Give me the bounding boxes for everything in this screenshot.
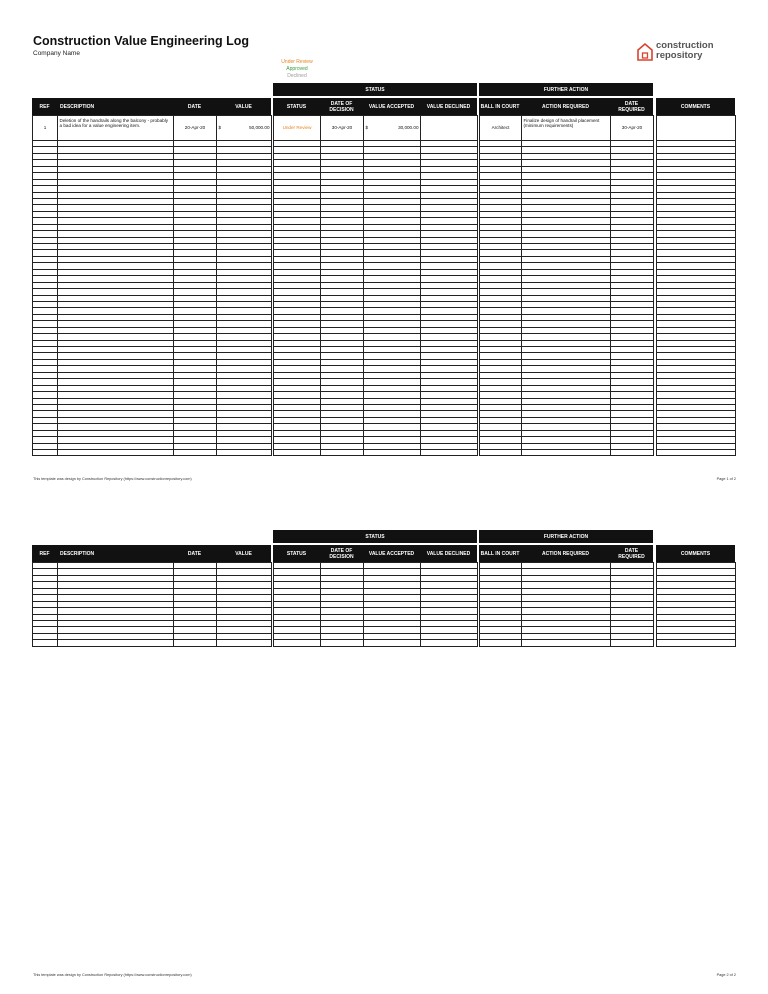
cell-comments[interactable] bbox=[657, 640, 736, 646]
cell-value-declined[interactable] bbox=[421, 450, 478, 456]
cell-date-of-decision[interactable] bbox=[321, 450, 364, 456]
table-row bbox=[32, 115, 272, 141]
col-value: VALUE bbox=[216, 98, 271, 115]
col-ref: REF bbox=[32, 98, 57, 115]
table-row bbox=[479, 640, 654, 646]
table-row bbox=[32, 450, 272, 456]
logo-line-2: repository bbox=[656, 50, 703, 61]
cell-value-accepted[interactable] bbox=[364, 450, 421, 456]
cell-description[interactable]: Deletion of the handrails along the balcony - probably a bad idea for a value engineering item. bbox=[58, 116, 174, 141]
legend-approved: Approved bbox=[286, 66, 308, 72]
cell-date[interactable] bbox=[174, 640, 217, 646]
table-row bbox=[273, 450, 478, 456]
col-date-of-decision: DATE OF DECISION bbox=[320, 98, 363, 115]
col-date-required: DATE REQUIRED bbox=[610, 98, 653, 115]
cell-date-required[interactable] bbox=[611, 450, 654, 456]
cell-value-accepted[interactable] bbox=[364, 116, 421, 141]
col-action-required: ACTION REQUIRED bbox=[521, 98, 610, 115]
table-row bbox=[273, 115, 478, 141]
footer-credit-2: This template was design by Construction Repository (https://www.constructionrepository.com) bbox=[33, 973, 192, 977]
col-status: STATUS bbox=[273, 98, 320, 115]
status-group-header: STATUS bbox=[273, 83, 477, 96]
grid-comments bbox=[656, 115, 736, 456]
footer-credit-1: This template was design by Construction Repository (https://www.constructionrepository.com) bbox=[33, 477, 192, 481]
cell-date-required[interactable] bbox=[611, 640, 654, 646]
cell-status[interactable]: Under Review bbox=[274, 116, 321, 141]
logo-line-1: construction bbox=[656, 40, 714, 51]
cell-value-declined[interactable] bbox=[421, 640, 478, 646]
grid-status bbox=[273, 562, 478, 647]
further-action-group-header: FURTHER ACTION bbox=[479, 83, 653, 96]
col-value-declined: VALUE DECLINED bbox=[420, 545, 477, 562]
col-date-required: DATE REQUIRED bbox=[610, 545, 653, 562]
table-row bbox=[273, 562, 478, 569]
amount-value: 50,000.00 bbox=[249, 125, 270, 131]
house-logo-icon bbox=[636, 42, 654, 62]
grid-left bbox=[32, 562, 272, 647]
col-date: DATE bbox=[173, 98, 216, 115]
table-row bbox=[32, 640, 272, 646]
table-row bbox=[273, 640, 478, 646]
cell-comments[interactable] bbox=[657, 450, 736, 456]
cell-date[interactable]: 20-Apr-20 bbox=[174, 116, 217, 141]
cell-action-required[interactable] bbox=[522, 450, 611, 456]
col-value: VALUE bbox=[216, 545, 271, 562]
company-logo bbox=[636, 41, 726, 65]
table-row bbox=[32, 562, 272, 569]
cell-comments[interactable] bbox=[657, 116, 736, 141]
cell-value[interactable] bbox=[217, 450, 272, 456]
currency-symbol: $ bbox=[365, 125, 369, 131]
col-comments: COMMENTS bbox=[656, 98, 735, 115]
cell-status[interactable] bbox=[274, 640, 321, 646]
further-action-group-header: FURTHER ACTION bbox=[479, 530, 653, 543]
legend-declined: Declined bbox=[287, 73, 307, 79]
table-row bbox=[479, 450, 654, 456]
logo-text bbox=[656, 41, 714, 61]
col-action-required: ACTION REQUIRED bbox=[521, 545, 610, 562]
table-row bbox=[479, 562, 654, 569]
table-row bbox=[479, 115, 654, 141]
legend-under-review: Under Review bbox=[281, 59, 313, 65]
cell-date-of-decision[interactable]: 30-Apr-20 bbox=[321, 116, 364, 141]
cell-description[interactable] bbox=[58, 450, 174, 456]
grid-comments bbox=[656, 562, 736, 647]
cell-value[interactable] bbox=[217, 116, 272, 141]
company-name[interactable]: Company Name bbox=[33, 50, 80, 57]
col-description: DESCRIPTION bbox=[57, 545, 173, 562]
table-row bbox=[656, 450, 736, 456]
footer-page-1: Page 1 of 2 bbox=[716, 477, 736, 481]
cell-date[interactable] bbox=[174, 450, 217, 456]
cell-action-required[interactable]: Finalize design of handrail placement (minimum requirements) bbox=[522, 116, 611, 141]
table-row bbox=[656, 115, 736, 141]
cell-action-required[interactable] bbox=[522, 640, 611, 646]
document-title: Construction Value Engineering Log bbox=[33, 34, 249, 48]
cell-ball-in-court[interactable]: Architect bbox=[480, 116, 522, 141]
grid-further-action bbox=[479, 115, 654, 456]
col-value-accepted: VALUE ACCEPTED bbox=[363, 98, 420, 115]
col-value-accepted: VALUE ACCEPTED bbox=[363, 545, 420, 562]
cell-ball-in-court[interactable] bbox=[480, 640, 522, 646]
amount-value: 30,000.00 bbox=[398, 125, 419, 131]
cell-value-accepted[interactable] bbox=[364, 640, 421, 646]
grid-further-action bbox=[479, 562, 654, 647]
cell-value[interactable] bbox=[217, 640, 272, 646]
col-date-of-decision: DATE OF DECISION bbox=[320, 545, 363, 562]
col-description: DESCRIPTION bbox=[57, 98, 173, 115]
table-row bbox=[656, 562, 736, 569]
cell-ref[interactable] bbox=[33, 450, 58, 456]
cell-description[interactable] bbox=[58, 640, 174, 646]
grid-status bbox=[273, 115, 478, 456]
col-status: STATUS bbox=[273, 545, 320, 562]
cell-date-required[interactable]: 30-Apr-20 bbox=[611, 116, 654, 141]
cell-ref[interactable]: 1 bbox=[33, 116, 58, 141]
currency-symbol: $ bbox=[218, 125, 222, 131]
cell-ball-in-court[interactable] bbox=[480, 450, 522, 456]
col-ball-in-court: BALL IN COURT bbox=[479, 545, 521, 562]
col-ball-in-court: BALL IN COURT bbox=[479, 98, 521, 115]
cell-value-declined[interactable] bbox=[421, 116, 478, 141]
cell-ref[interactable] bbox=[33, 640, 58, 646]
col-ref: REF bbox=[32, 545, 57, 562]
col-date: DATE bbox=[173, 545, 216, 562]
status-legend bbox=[263, 59, 331, 80]
table-row bbox=[656, 640, 736, 646]
col-value-declined: VALUE DECLINED bbox=[420, 98, 477, 115]
footer-page-2: Page 2 of 2 bbox=[716, 973, 736, 977]
grid-left bbox=[32, 115, 272, 456]
col-comments: COMMENTS bbox=[656, 545, 735, 562]
cell-status[interactable] bbox=[274, 450, 321, 456]
status-group-header: STATUS bbox=[273, 530, 477, 543]
cell-date-of-decision[interactable] bbox=[321, 640, 364, 646]
